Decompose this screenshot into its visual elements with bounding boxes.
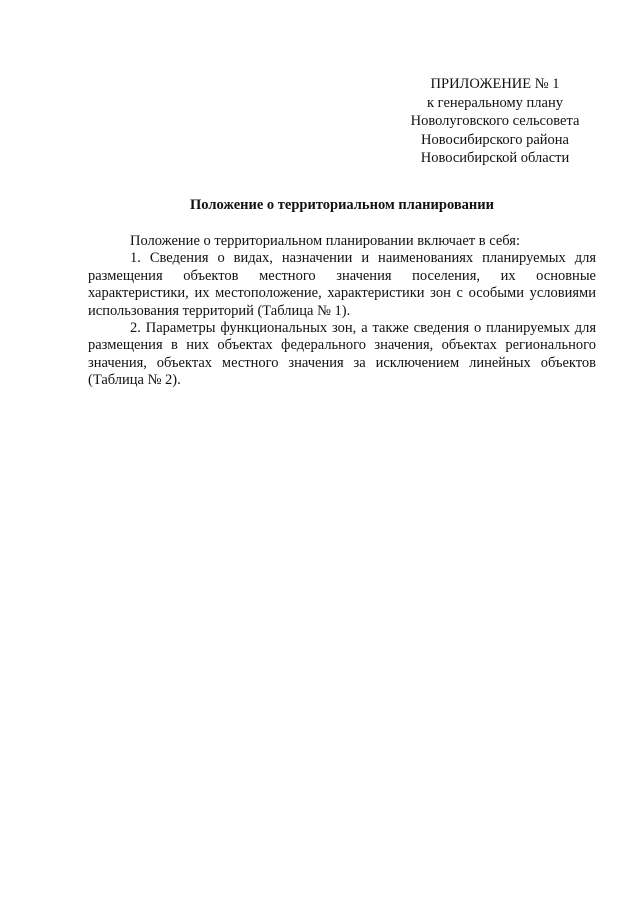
appendix-line-general-plan: к генеральному плану (427, 94, 563, 111)
appendix-line-district: Новосибирского района (420, 131, 569, 148)
paragraph-item-2: 2. Параметры функциональных зон, а также сведения о планируемых для размещения в них объектах федерального значения, объектах регионального значения, объектах местного значения за исключением линейных объектов (Таблица № 2). (88, 320, 596, 389)
paragraph-intro: Положение о территориальном планировании включает в себя: (130, 233, 520, 249)
appendix-line-region: Новосибирской области (420, 150, 570, 166)
paragraph-item-1: 1. Сведения о видах, назначении и наименованиях планируемых для размещения объектов местного значения поселения, их основные характеристики, их местоположение, характеристики зон с особыми условиями использования территорий (Таблица № 1). (88, 250, 596, 319)
document-title: Положение о территориальном планировании (190, 197, 494, 213)
appendix-header (390, 75, 600, 168)
appendix-number: ПРИЛОЖЕНИЕ № 1 (430, 76, 560, 92)
appendix-line-council: Новолуговского сельсовета (410, 113, 580, 129)
document-body (88, 233, 596, 390)
